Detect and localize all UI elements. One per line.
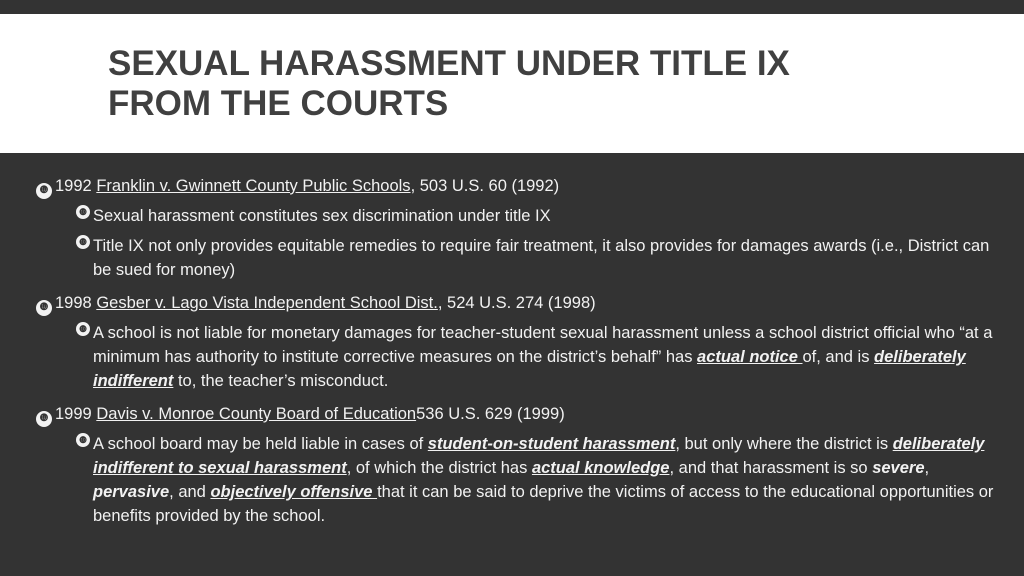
case-sub-point — [76, 321, 996, 393]
text-run: , and — [169, 483, 211, 501]
sub-point-text — [93, 432, 996, 528]
emphasis-student-on-student: student-on-student harassment — [427, 435, 676, 453]
bullet-icon: ❿ — [76, 433, 90, 447]
text-run: A school board may be held liable in cases of — [93, 435, 428, 453]
case-sub-point — [76, 204, 996, 228]
case-citation: , 503 U.S. 60 (1992) — [410, 177, 560, 195]
case-name: Davis v. Monroe County Board of Education — [96, 405, 417, 423]
case-sub-point — [76, 234, 996, 282]
emphasis-actual-notice: actual notice — [697, 348, 803, 366]
text-run: to, the teacher’s misconduct. — [173, 372, 389, 390]
case-sub-point — [76, 432, 996, 528]
case-year: 1992 — [55, 177, 92, 195]
case-heading — [36, 402, 996, 426]
case-citation: 536 U.S. 629 (1999) — [416, 405, 565, 423]
case-item — [36, 174, 996, 282]
bullet-icon: ❿ — [36, 183, 52, 199]
case-year: 1998 — [55, 294, 92, 312]
case-name: Franklin v. Gwinnett County Public Schools — [96, 177, 411, 195]
bullet-icon: ❿ — [36, 411, 52, 427]
case-year: 1999 — [55, 405, 92, 423]
case-heading — [36, 291, 996, 315]
text-run: , but only where the district is — [675, 435, 893, 453]
text-run: , and that harassment is so — [669, 459, 873, 477]
emphasis-objectively-offensive: objectively offensive — [210, 483, 378, 501]
text-run: that it can be said to deprive the victims of access to the educational opportunities or benefits provided by the school. — [93, 483, 994, 525]
emphasis-pervasive: pervasive — [93, 483, 170, 501]
emphasis-deliberately-indifferent: deliberately indifferent to sexual harassment — [93, 435, 985, 477]
slide-title-line-1: SEXUAL HARASSMENT UNDER TITLE IX — [108, 44, 790, 83]
slide-title — [108, 44, 968, 124]
bullet-icon: ❿ — [76, 205, 90, 219]
case-citation: , 524 U.S. 274 (1998) — [437, 294, 596, 312]
emphasis-severe: severe — [872, 459, 925, 477]
text-run: , of which the district has — [346, 459, 532, 477]
slide-title-line-2: FROM THE COURTS — [108, 84, 449, 123]
top-strip — [0, 0, 1024, 14]
sub-point-text — [93, 321, 996, 393]
bullet-icon: ❿ — [76, 322, 90, 336]
sub-point-text: Sexual harassment constitutes sex discrimination under title IX — [93, 207, 551, 225]
text-run: A school is not liable for monetary damages for teacher-student sexual harassment unless a school district official who “at a minimum has authority to institute corrective measures on the district’s behalf” has — [93, 324, 993, 366]
case-item — [36, 291, 996, 393]
emphasis-actual-knowledge: actual knowledge — [531, 459, 670, 477]
case-item — [36, 402, 996, 528]
emphasis-deliberately-indifferent: deliberately indifferent — [93, 348, 966, 390]
bullet-icon: ❿ — [76, 235, 90, 249]
sub-point-text: Title IX not only provides equitable remedies to require fair treatment, it also provides for damages awards (i.e., District can be sued for money) — [93, 237, 990, 279]
bullet-icon: ❿ — [36, 300, 52, 316]
case-heading — [36, 174, 996, 198]
case-name: Gesber v. Lago Vista Independent School Dist. — [96, 294, 438, 312]
text-run: , — [924, 459, 930, 477]
slide-content — [36, 174, 996, 537]
text-run: of, and is — [802, 348, 875, 366]
